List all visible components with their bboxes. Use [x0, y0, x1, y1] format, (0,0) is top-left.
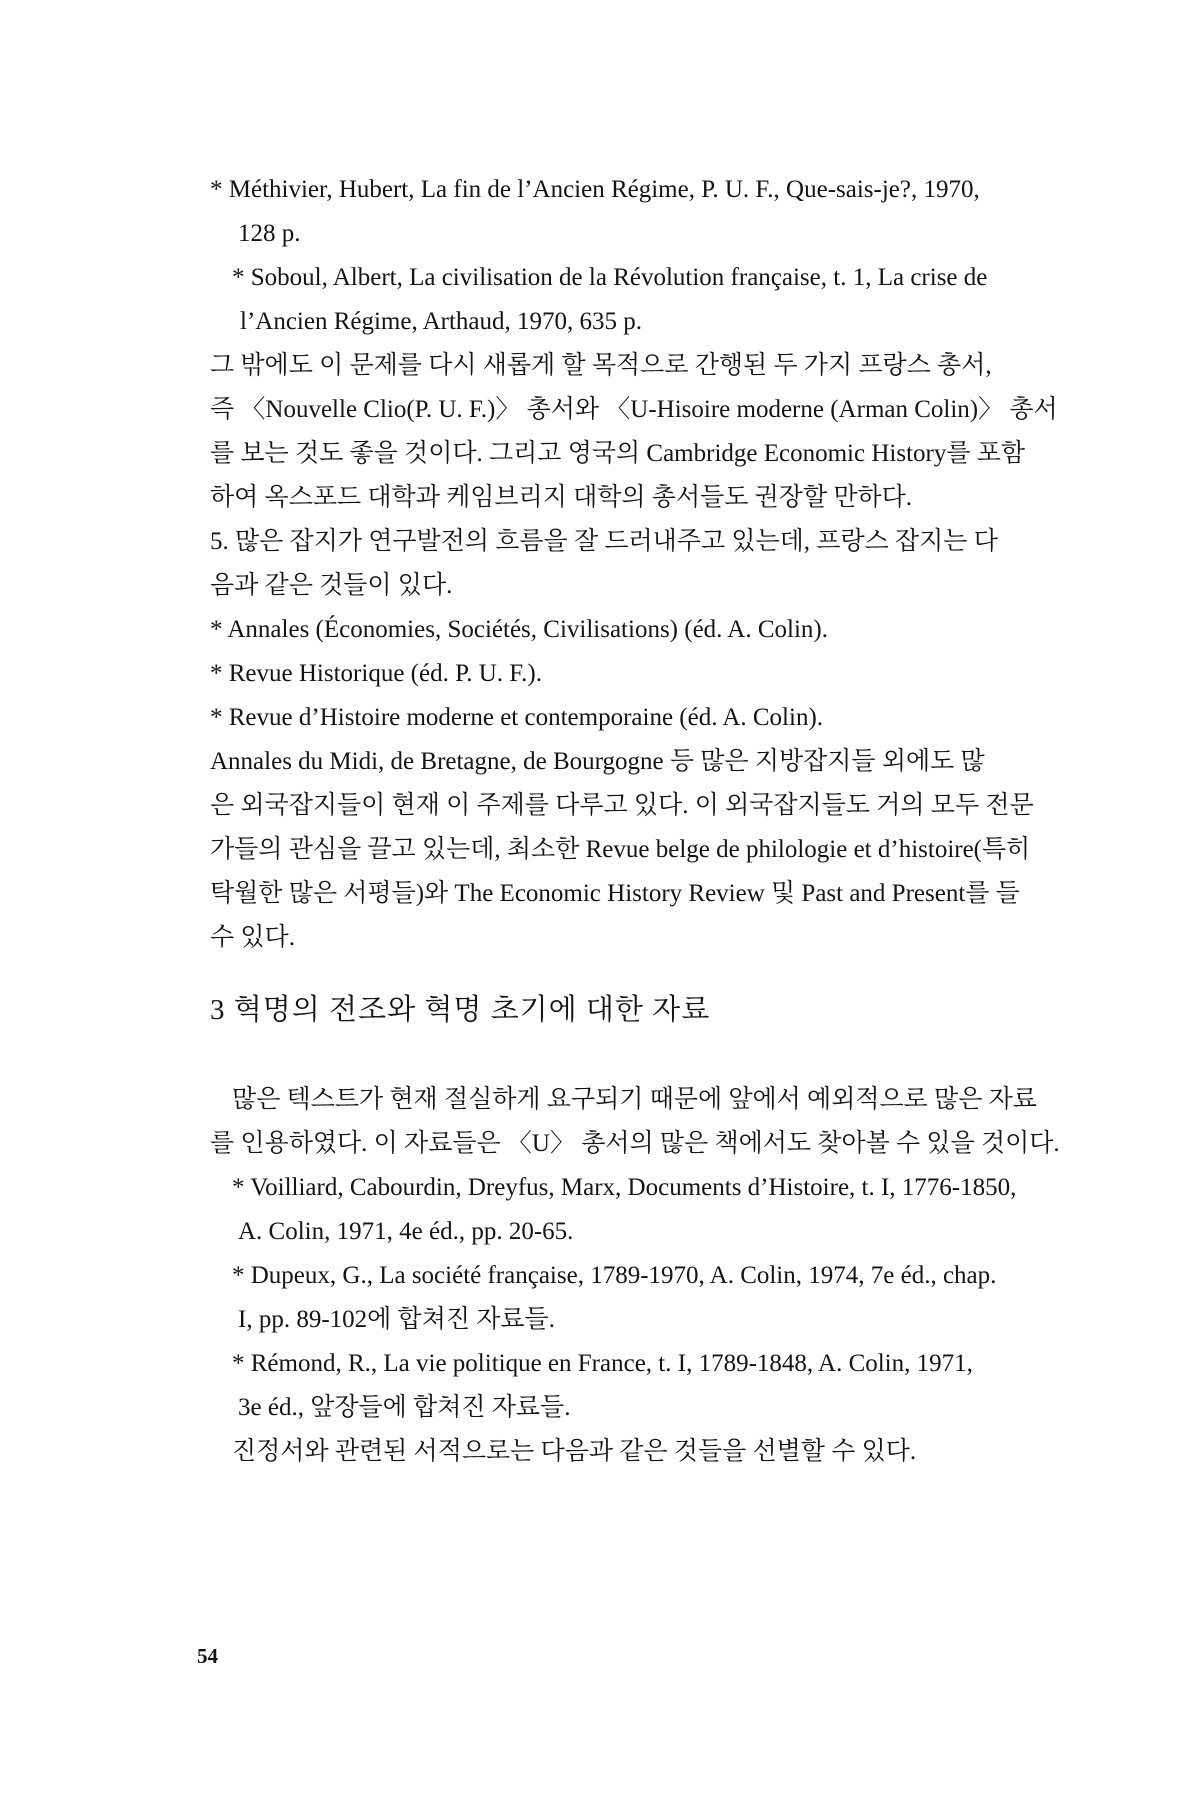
text-line: * Rémond, R., La vie politique en France, t. I, 1789-1848, A. Colin, 1971, [232, 1350, 973, 1377]
text-line: 5. 많은 잡지가 연구발전의 흐름을 잘 드러내주고 있는데, 프랑스 잡지는 다 [210, 528, 998, 555]
text-line: A. Colin, 1971, 4e éd., pp. 20-65. [238, 1218, 574, 1245]
text-line: 음과 같은 것들이 있다. [210, 572, 453, 599]
text-line: * Annales (Économies, Sociétés, Civilisations) (éd. A. Colin). [210, 616, 828, 643]
text-line: 가들의 관심을 끌고 있는데, 최소한 Revue belge de philologie et d’histoire(특히 [210, 836, 1031, 863]
text-line: Annales du Midi, de Bretagne, de Bourgogne 등 많은 지방잡지들 외에도 많 [210, 748, 985, 775]
text-line: * Méthivier, Hubert, La fin de l’Ancien Régime, P. U. F., Que-sais-je?, 1970, [210, 176, 980, 203]
text-line: 128 p. [238, 220, 301, 247]
text-line: * Soboul, Albert, La civilisation de la Révolution française, t. 1, La crise de [232, 264, 988, 291]
body-text [210, 168, 1070, 1474]
text-line: 하여 옥스포드 대학과 케임브리지 대학의 총서들도 권장할 만하다. [210, 484, 913, 511]
text-line: 수 있다. [210, 924, 295, 951]
text-line: 많은 텍스트가 현재 절실하게 요구되기 때문에 앞에서 예외적으로 많은 자료 [232, 1086, 1037, 1113]
text-line: I, pp. 89-102에 합쳐진 자료들. [238, 1306, 555, 1333]
text-line: * Revue d’Histoire moderne et contemporaine (éd. A. Colin). [210, 704, 824, 731]
text-line: 진정서와 관련된 서적으로는 다음과 같은 것들을 선별할 수 있다. [232, 1438, 917, 1465]
text-line: 를 보는 것도 좋을 것이다. 그리고 영국의 Cambridge Economic History를 포함 [210, 440, 1026, 467]
text-line: 3e éd., 앞장들에 합쳐진 자료들. [238, 1394, 571, 1421]
text-line: * Revue Historique (éd. P. U. F.). [210, 660, 542, 687]
text-line: l’Ancien Régime, Arthaud, 1970, 635 p. [240, 308, 643, 335]
text-line: 탁월한 많은 서평들)와 The Economic History Review 및 Past and Present를 들 [210, 880, 1020, 907]
spacer [210, 1038, 1070, 1078]
page-number: 54 [197, 1644, 218, 1668]
text-line: 즉 〈Nouvelle Clio(P. U. F.)〉 총서와 〈U-Hisoire moderne (Arman Colin)〉 총서 [210, 396, 1058, 423]
section-heading: 3 혁명의 전조와 혁명 초기에 대한 자료 [210, 994, 711, 1026]
text-line: 를 인용하였다. 이 자료들은 〈U〉 총서의 많은 책에서도 찾아볼 수 있을 것이다. [210, 1130, 1060, 1157]
spacer [210, 960, 1070, 982]
text-line: 은 외국잡지들이 현재 이 주제를 다루고 있다. 이 외국잡지들도 거의 모두 전문 [210, 792, 1034, 819]
text-line: * Dupeux, G., La société française, 1789-1970, A. Colin, 1974, 7e éd., chap. [232, 1262, 997, 1289]
text-line: * Voilliard, Cabourdin, Dreyfus, Marx, Documents d’Histoire, t. I, 1776-1850, [232, 1174, 1017, 1201]
text-line: 그 밖에도 이 문제를 다시 새롭게 할 목적으로 간행된 두 가지 프랑스 총서, [210, 352, 992, 379]
